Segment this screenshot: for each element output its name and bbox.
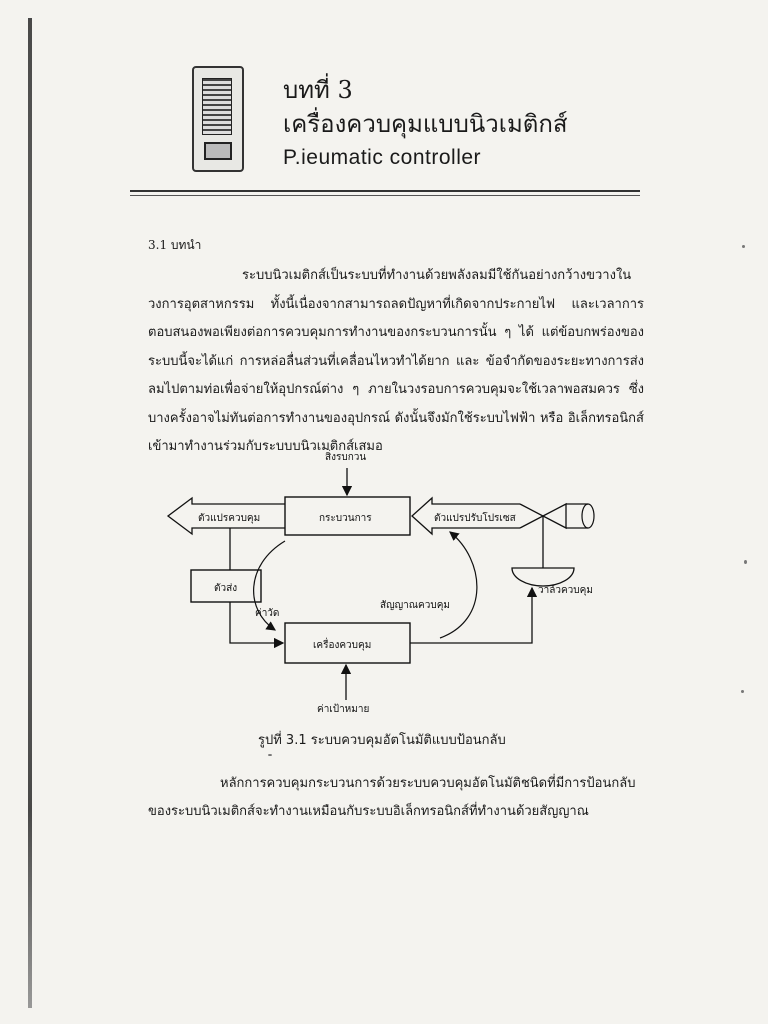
device-display: [202, 78, 232, 135]
measured-value-label: ค่าวัด: [255, 608, 280, 619]
control-signal-label: สัญญาณควบคุม: [380, 600, 450, 611]
header-rule-thick: [130, 190, 640, 192]
setpoint-label: ค่าเป้าหมาย: [317, 704, 370, 715]
control-valve-label: วาล์วควบคุม: [538, 585, 593, 596]
pipe-end: [582, 504, 594, 528]
controller-device-icon: [192, 66, 244, 172]
loop-curve-right: [440, 532, 477, 638]
figure-caption: รูปที่ 3.1 ระบบควบคุมอัตโนมัติแบบป้อนกลับ: [258, 733, 506, 748]
process-label: กระบวนการ: [319, 513, 372, 524]
controlled-variable-label: ตัวแปรควบคุม: [198, 513, 261, 524]
chapter-number: บทที่ 3: [283, 76, 353, 104]
feedback-control-diagram: [150, 440, 640, 715]
scan-speck: [744, 560, 747, 564]
scan-speck: [268, 754, 272, 756]
manipulated-variable-label: ตัวแปรปรับโปรเซส: [434, 513, 516, 524]
intro-paragraph: ระบบนิวเมติกส์เป็นระบบที่ทำงานด้วยพลังลมมีใช้กันอย่างกว้างขวางในวงการอุตสาหกรรม ทั้งนี้เนื่องจากสามารถลดปัญหาที่เกิดจากประกายไฟ และเวลาการตอบสนองพอเพียงต่อการควบคุมการทำงานของกระบวนการนั้น ๆ ได้ แต่ข้อบกพร่องของระบบนี้จะได้แก่ การหล่อลื่นส่วนที่เคลื่อนไหวทำได้ยาก และ ข้อจำกัดของระยะทางการส่งลมไปตามท่อเพื่อจ่ายให้อุปกรณ์ต่าง ๆ ภายในวงรอบการควบคุมจะใช้เวลาพอสมควร ซึ่งบางครั้งอาจไม่ทันต่อการทำงานของอุปกรณ์ ดังนั้นจึงมักใช้ระบบไฟฟ้า หรือ อิเล็กทรอนิกส์เข้ามาทำงานร่วมกับระบบบนิวเมติกส์เสมอ: [148, 268, 644, 454]
section-heading: 3.1 บทนำ: [148, 238, 202, 252]
device-buttons: [204, 142, 232, 160]
principle-paragraph: หลักการควบคุมกระบวนการด้วยระบบควบคุมอัตโนมัติชนิดที่มีการป้อนกลับของระบบนิวเมติกส์จะทำงานเหมือนกับระบบอิเล็กทรอนิกส์ที่ทำงานด้วยสัญญาณ: [148, 776, 636, 819]
transmitter-label: ตัวส่ง: [214, 583, 238, 594]
controller-label: เครื่องควบคุม: [313, 640, 372, 651]
valve-body-right: [543, 504, 566, 528]
valve-body-left: [520, 504, 543, 528]
controller-output-line: [410, 588, 532, 643]
header-rule-thin: [130, 195, 640, 196]
valve-actuator: [512, 568, 574, 586]
scan-speck: [742, 245, 745, 248]
scan-speck: [741, 690, 744, 693]
disturbance-label: สิ่งรบกวน: [325, 452, 367, 463]
chapter-title-thai: เครื่องควบคุมแบบนิวเมติกส์: [283, 110, 568, 138]
scan-page-edge: [28, 18, 32, 1008]
chapter-title-english: P.ieumatic controller: [283, 146, 482, 169]
